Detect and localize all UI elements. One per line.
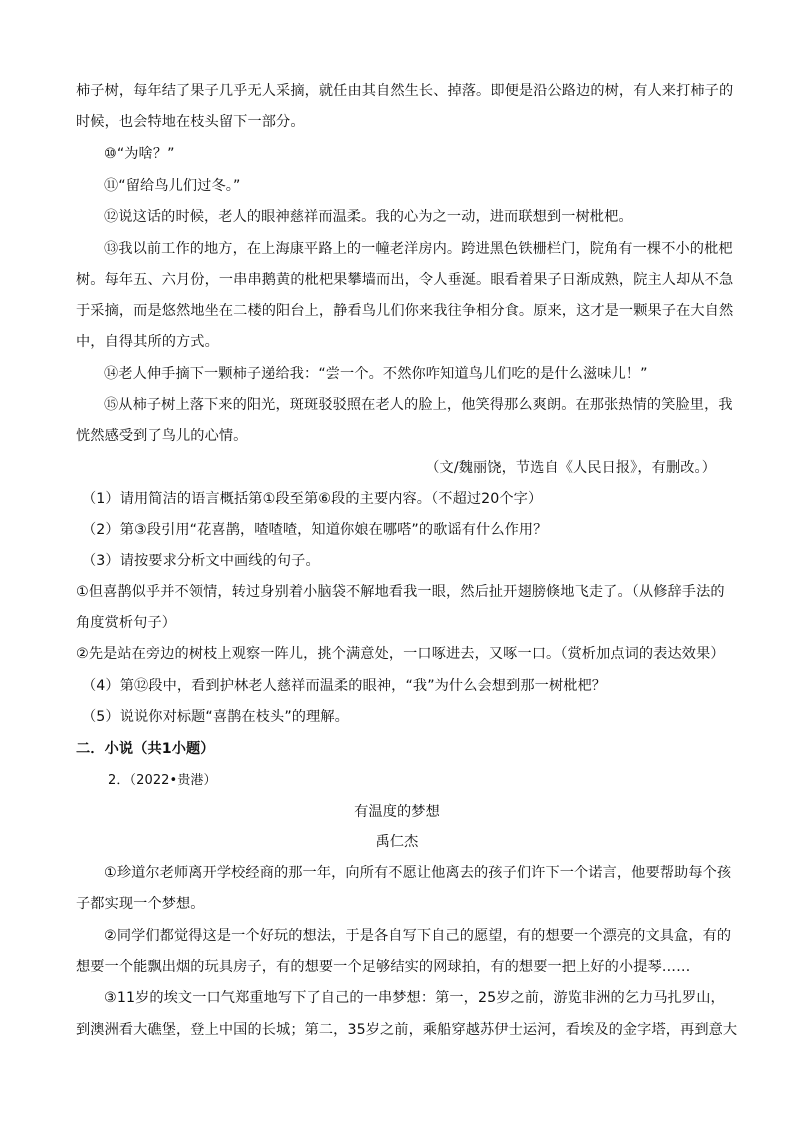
story-line: 子都实现一个梦想。 (76, 896, 205, 912)
dialogue-line: ⑩“为啥？” (104, 146, 175, 162)
question-4: （4）第⑫段中，看到护林老人慈祥而温柔的眼神，“我”为什么会想到那一树枇杷？ (82, 678, 607, 694)
question-2: （2）第③段引用“花喜鹊，喳喳喳，知道你娘在哪嗒”的歌谣有什么作用？ (82, 522, 548, 538)
passage-line: ⑮从柿子树上落下来的阳光，斑斑驳驳照在老人的脸上，他笑得那么爽朗。在那张热情的笑脸里，我 (104, 397, 733, 413)
source-citation: （文/魏丽饶，节选自《人民日报》，有删改。） (425, 460, 716, 476)
passage-line: 恍然感受到了鸟儿的心情。 (76, 428, 248, 444)
story-author: 禹仁杰 (375, 834, 419, 850)
passage-line: ⑭老人伸手摘下一颗柿子递给我：“尝一个。不然你咋知道鸟儿们吃的是什么滋味儿！” (104, 366, 648, 382)
question-5: （5）说说你对标题“喜鹊在枝头”的理解。 (82, 709, 349, 725)
question-3: （3）请按要求分析文中画线的句子。 (82, 553, 320, 569)
story-line: ③11岁的埃文一口气郑重地写下了自己的一串梦想：第一，25岁之前，游览非洲的乞力马扎罗山， (104, 990, 725, 1006)
question-3-item-2: ②先是站在旁边的树枝上观察一阵儿，挑个满意处，一口啄进去，又啄一口。（赏析加点词的表达效果） (76, 646, 725, 662)
passage-line: ⑫说这话的时候，老人的眼神慈祥而温柔。我的心为之一动，进而联想到一树枇杷。 (104, 209, 633, 225)
question-1: （1）请用简洁的语言概括第①段至第⑥段的主要内容。（不超过20个字） (82, 491, 543, 507)
story-title: 有温度的梦想 (354, 804, 440, 820)
question-3-item-1: ①但喜鹊似乎并不领情，转过身别着小脑袋不解地看我一眼，然后扯开翅膀倏地飞走了。（从修辞手法的 (76, 584, 725, 600)
question-3-item-1-cont: 角度赏析句子） (76, 615, 177, 631)
story-line: ②同学们都觉得这是一个好玩的想法，于是各自写下自己的愿望，有的想要一个漂亮的文具盒，有的 (104, 928, 732, 944)
passage-line: 柿子树，每年结了果子几乎无人采摘，就任由其自然生长、掉落。即便是沿公路边的树，有人来打柿子的 (76, 83, 734, 99)
question-source: 2．（2022•贵港） (108, 773, 217, 788)
passage-line: 中，自得其所的方式。 (76, 334, 219, 350)
section-heading: 二．小说（共1小题） (76, 741, 215, 757)
story-line: 到澳洲看大礁堡，登上中国的长城；第二，35岁之前，乘船穿越苏伊士运河，看埃及的金字塔，再到意大 (76, 1022, 738, 1038)
passage-line: ⑬我以前工作的地方，在上海康平路上的一幢老洋房内。跨进黑色铁栅栏门，院角有一棵不小的枇杷 (104, 241, 733, 257)
passage-line: 时候，也会特地在枝头留下一部分。 (76, 114, 305, 130)
passage-line: 于采摘，而是悠然地坐在二楼的阳台上，静看鸟儿们你来我往争相分食。原来，这才是一颗果子在大自然 (76, 303, 734, 319)
story-line: 想要一个能飘出烟的玩具房子，有的想要一个足够结实的网球拍，有的想要一把上好的小提琴…… (76, 959, 691, 975)
story-line: ①珍道尔老师离开学校经商的那一年，向所有不愿让他离去的孩子们许下一个诺言，他要帮助每个孩 (104, 865, 732, 881)
dialogue-line: ⑪“留给鸟儿们过冬。” (104, 178, 241, 194)
passage-line: 树。每年五、六月份，一串串鹅黄的枇杷果攀墙而出，令人垂涎。眼看着果子日渐成熟，院主人却从不急 (76, 272, 734, 288)
